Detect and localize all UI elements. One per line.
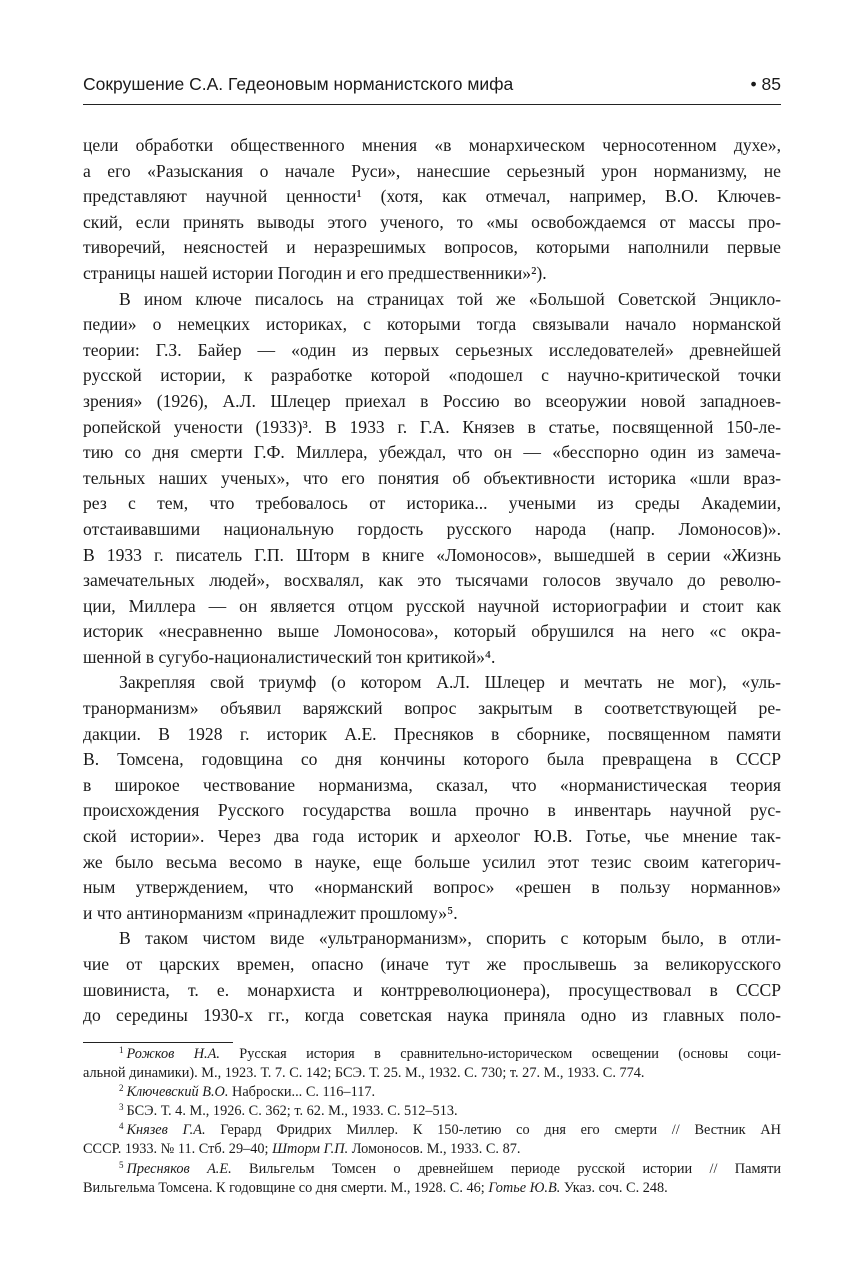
text-line: ным утверждением, что «норманский вопрос» «решен в пользу норманнов»	[83, 877, 781, 898]
paragraph-start: В таком чистом виде «ультранорманизм», спорить с которым было, в отли-	[119, 928, 781, 949]
text-line: зрения» (1926), А.Л. Шлецер приехал в Россию во всеоружии новой западноев-	[83, 390, 781, 411]
header-rule	[83, 104, 781, 105]
footnote-number: 5	[119, 1159, 124, 1170]
footnote-author: Пресняков А.Е.	[126, 1160, 232, 1177]
text-line: педии» о немецких историках, с которыми тогда связывали начало норманской	[83, 314, 781, 335]
text-line: до середины 1930-х гг., когда советская наука приняла одно из главных поло-	[83, 1005, 781, 1026]
text-line: тиворечий, неясностей и неразрешимых вопросов, которыми наполнили первые	[83, 237, 781, 258]
text-line: чие от царских времен, опасно (иначе тут же прослывешь за великорусского	[83, 954, 781, 974]
text-line: ции, Миллера — он является отцом русской научной историографии и стоит как	[83, 595, 781, 616]
footnote-5-cont: Вильгельма Томсена. К годовщине со дня смерти. М., 1928. С. 46; Готье Ю.В. Указ. соч. С. 248.	[83, 1179, 668, 1196]
text-line: в широкое чествование норманизма, сказал, что «норманистическая теория	[83, 774, 781, 795]
text-line: происхождения Русского государства вошла прочно в инвентарь научной рус-	[83, 800, 781, 821]
text-line: рез с тем, что требовалось от историка... учеными из среды Академии,	[83, 493, 781, 514]
running-title: Сокрушение С.А. Гедеоновым норманистского мифа	[83, 74, 514, 94]
text-line: шовиниста, т. е. монархиста и контрреволюционера), просуществовал в СССР	[83, 979, 781, 1000]
footnote-author: Шторм Г.П.	[272, 1141, 349, 1158]
footnote-author: Готье Ю.В.	[488, 1179, 561, 1196]
footnote-number: 1	[119, 1045, 124, 1055]
footnote-4-cont: СССР. 1933. № 11. Стб. 29–40; Шторм Г.П. Ломоносов. М., 1933. С. 87.	[83, 1141, 521, 1158]
text-line: русской истории, к разработке которой «подошел с научно-критической точки	[83, 365, 781, 386]
footnote-author: Князев Г.А.	[126, 1122, 206, 1139]
text-line: ской истории». Через два года историк и археолог Ю.В. Готье, чье мнение так-	[83, 826, 781, 847]
text-line: же было весьма весомо в науке, еще больше усилил этот тезис своим категорич-	[83, 851, 781, 872]
text-line: дакции. В 1928 г. историк А.Е. Пресняков в сборнике, посвященном памяти	[83, 723, 781, 744]
text-line: В 1933 г. писатель Г.П. Шторм в книге «Ломоносов», вышедшей в серии «Жизнь	[83, 544, 781, 565]
footnote-author: Рожков Н.А.	[126, 1046, 220, 1062]
footnote-number: 4	[119, 1121, 124, 1132]
footnote-3: $^3$ БСЭ. Т. 4. М., 1926. С. 362; т. 62. М., 1933. С. 512–513.	[119, 1102, 458, 1120]
text-line: отстаивавшими национальную гордость русского народа (напр. Ломоносов)».	[83, 518, 781, 539]
footnote-2: $^2$ Ключевский В.О. Наброски... С. 116–117.	[119, 1083, 376, 1101]
paragraph-start: Закрепляя свой триумф (о котором А.Л. Шлецер и мечтать не мог), «уль-	[119, 672, 781, 693]
text-line: транорманизм» объявил варяжский вопрос закрытым в соответствующей ре-	[83, 698, 781, 719]
footnote-number: 3	[119, 1102, 124, 1113]
text-line: представляют научной ценности¹ (хотя, как отмечал, например, В.О. Ключев-	[83, 186, 781, 207]
footnotes	[83, 1045, 781, 1198]
footnote-1: $^1$ Рожков Н.А. Русская история в сравнительно-историческом освещении (основы соци-	[119, 1045, 781, 1062]
text-line: теории: Г.З. Байер — «один из первых серьезных исследователей» древнейшей	[83, 339, 781, 360]
footnote-number: 2	[119, 1083, 124, 1094]
footnote-author: Ключевский В.О.	[126, 1084, 229, 1101]
text-line: ропейской учености (1933)³. В 1933 г. Г.А. Князев в статье, посвященной 150-ле-	[83, 416, 781, 437]
text-line: В. Томсена, годовщина со дня кончины которого была превращена в СССР	[83, 749, 781, 770]
text-line: шенной в сугубо-националистический тон критикой»⁴.	[83, 646, 496, 667]
text-line: и что антинорманизм «принадлежит прошлому»⁵.	[83, 902, 458, 923]
footnote-5: $^5$ Пресняков А.Е. Вильгельм Томсен о древнейшем периоде русской истории // Памяти	[119, 1159, 782, 1177]
text-line: страницы нашей истории Погодин и его предшественники»²).	[83, 262, 547, 283]
footnote-1-cont: альной динамики). М., 1923. Т. 7. С. 142; БСЭ. Т. 25. М., 1932. С. 730; т. 27. М., 1933. С. 774.	[83, 1065, 645, 1082]
page-number: • 85	[750, 74, 781, 94]
text-line: а его «Разыскания о начале Руси», нанесшие серьезный урон норманизму, не	[83, 160, 781, 181]
text-line: историк «несравненно выше Ломоносова», который обрушился на него «с окра-	[83, 621, 781, 642]
text-line: ский, если принять выводы этого ученого, то «мы освобождаемся от массы про-	[83, 211, 781, 232]
footnote-4: $^4$ Князев Г.А. Герард Фридрих Миллер. К 150-летию со дня его смерти // Вестник АН	[119, 1121, 781, 1139]
text-line: тию со дня смерти Г.Ф. Миллера, убеждал, что он — «бесспорно один из замеча-	[83, 442, 781, 463]
text-line: замечательных людей», восхвалял, как это тысячами голосов звучало до револю-	[83, 570, 781, 591]
footnote-rule	[83, 1042, 233, 1043]
paragraph-start: В ином ключе писалось на страницах той же «Большой Советской Энциклo-	[119, 288, 781, 309]
text-line: цели обработки общественного мнения «в монархическом черносотенном духе»,	[83, 135, 781, 155]
main-text	[83, 133, 781, 1029]
text-line: тельных наших ученых», что его понятия об объективности историка «шли враз-	[83, 467, 781, 488]
